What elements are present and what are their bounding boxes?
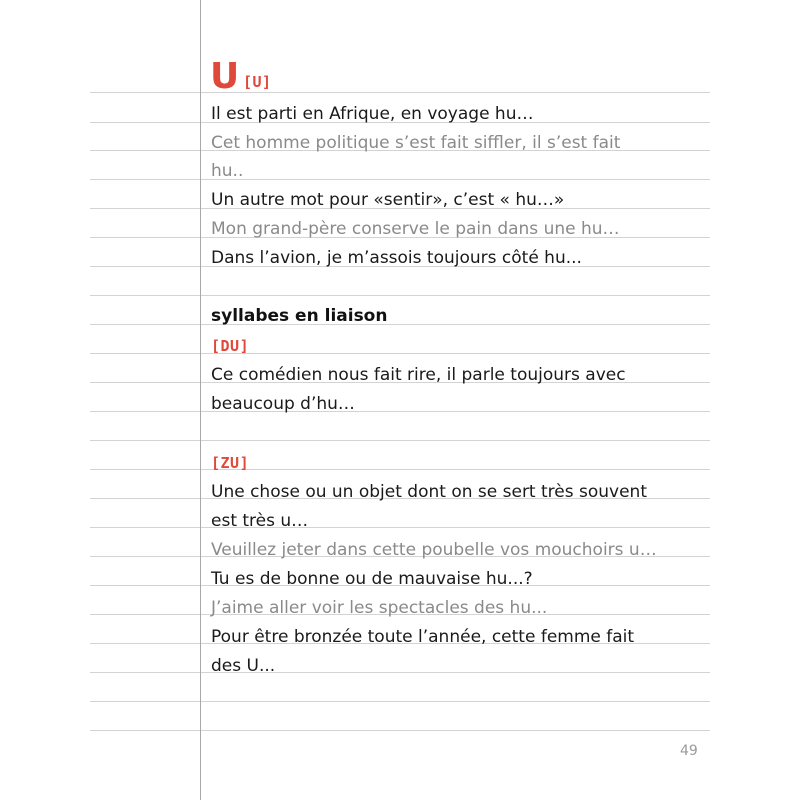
exercise-line: Un autre mot pour «sentir», c’est « hu…» [211,190,565,210]
ruled-line [90,701,710,702]
exercise-line: Ce comédien nous fait rire, il parle toujours avec [211,365,626,385]
ruled-line [90,324,710,325]
du-phoneme: [DU] [211,337,250,355]
ruled-line [90,295,710,296]
exercise-line: J’aime aller voir les spectacles des hu... [211,598,548,618]
exercise-line: Il est parti en Afrique, en voyage hu… [211,104,534,124]
section-phoneme: [U] [243,73,272,91]
liaison-heading: syllabes en liaison [211,306,388,326]
ruled-line [90,440,710,441]
exercise-line: beaucoup d’hu… [211,394,355,414]
exercise-line: Une chose ou un objet dont on se sert très souvent [211,482,647,502]
exercise-line: Tu es de bonne ou de mauvaise hu...? [211,569,533,589]
zu-phoneme: [ZU] [211,454,250,472]
ruled-line [90,469,710,470]
exercise-line: Cet homme politique s’est fait siffler, il s’est fait [211,133,621,153]
exercise-line: des U... [211,656,276,676]
page-number: 49 [680,743,698,759]
ruled-line [90,730,710,731]
margin-line [200,0,201,800]
section-letter: U [210,56,240,97]
exercise-line: Dans l’avion, je m’assois toujours côté hu... [211,248,582,268]
exercise-line: Pour être bronzée toute l’année, cette femme fait [211,627,635,647]
ruled-line [90,353,710,354]
ruled-line [90,92,710,93]
exercise-line: hu.. [211,161,244,181]
exercise-line: est très u… [211,511,309,531]
exercise-line: Veuillez jeter dans cette poubelle vos mouchoirs u… [211,540,657,560]
ruled-line [90,527,710,528]
ruled-line [90,179,710,180]
ruled-line [90,672,710,673]
ruled-line [90,411,710,412]
exercise-line: Mon grand-père conserve le pain dans une hu… [211,219,620,239]
